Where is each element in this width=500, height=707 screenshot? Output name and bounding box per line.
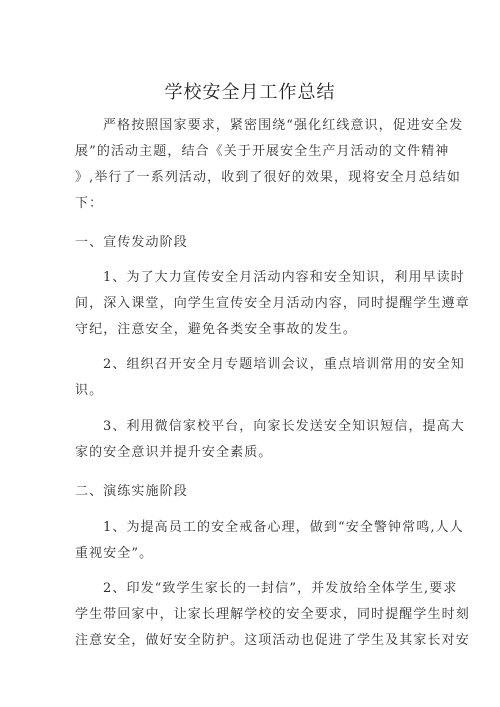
paragraph-line: 下： (75, 196, 104, 211)
paragraph-line: 3、利用微信家校平台，向家长发送安全知识短信，提高大 (103, 419, 465, 434)
section-heading: 二、演练实施阶段 (75, 484, 188, 499)
paragraph-line: 守纪，注意安全，避免各类安全事故的发生。 (75, 322, 358, 337)
paragraph-line: 学生带回家中，让家长理解学校的安全要求，同时提醒学生时刻 (75, 607, 470, 622)
paragraph-line: 识。 (75, 383, 104, 398)
paragraph-line: 注意安全，做好安全防护。这项活动也促进了学生及其家长对安 (75, 633, 470, 648)
paragraph-line: 2、组织召开安全月专题培训会议，重点培训常用的安全知 (103, 357, 465, 372)
paragraph-line: 》,举行了一系列活动，收到了很好的效果，现将安全月总结如 (75, 170, 461, 185)
section-heading: 一、宣传发动阶段 (75, 235, 188, 250)
paragraph-line: 2、印发“致学生家长的一封信”，并发放给全体学生,要求 (103, 581, 458, 596)
document-title: 学校安全月工作总结 (164, 82, 336, 103)
paragraph-line: 家的安全意识并提升安全素质。 (75, 445, 273, 460)
paragraph-line: 1、为提高员工的安全戒备心理，做到“安全警钟常鸣,人人 (103, 520, 464, 535)
paragraph-line: 1、为了大力宣传安全月活动内容和安全知识，利用早读时 (103, 270, 465, 285)
paragraph-line: 展”的活动主题，结合《关于开展安全生产月活动的文件精神 (75, 144, 450, 159)
paragraph-line: 间，深入课堂，向学生宣传安全月活动内容，同时提醒学生遵章 (75, 296, 470, 311)
paragraph-line: 严格按照国家要求，紧密围绕“强化红线意识，促进安全发 (103, 118, 464, 133)
paragraph-line: 重视安全”。 (75, 546, 154, 561)
